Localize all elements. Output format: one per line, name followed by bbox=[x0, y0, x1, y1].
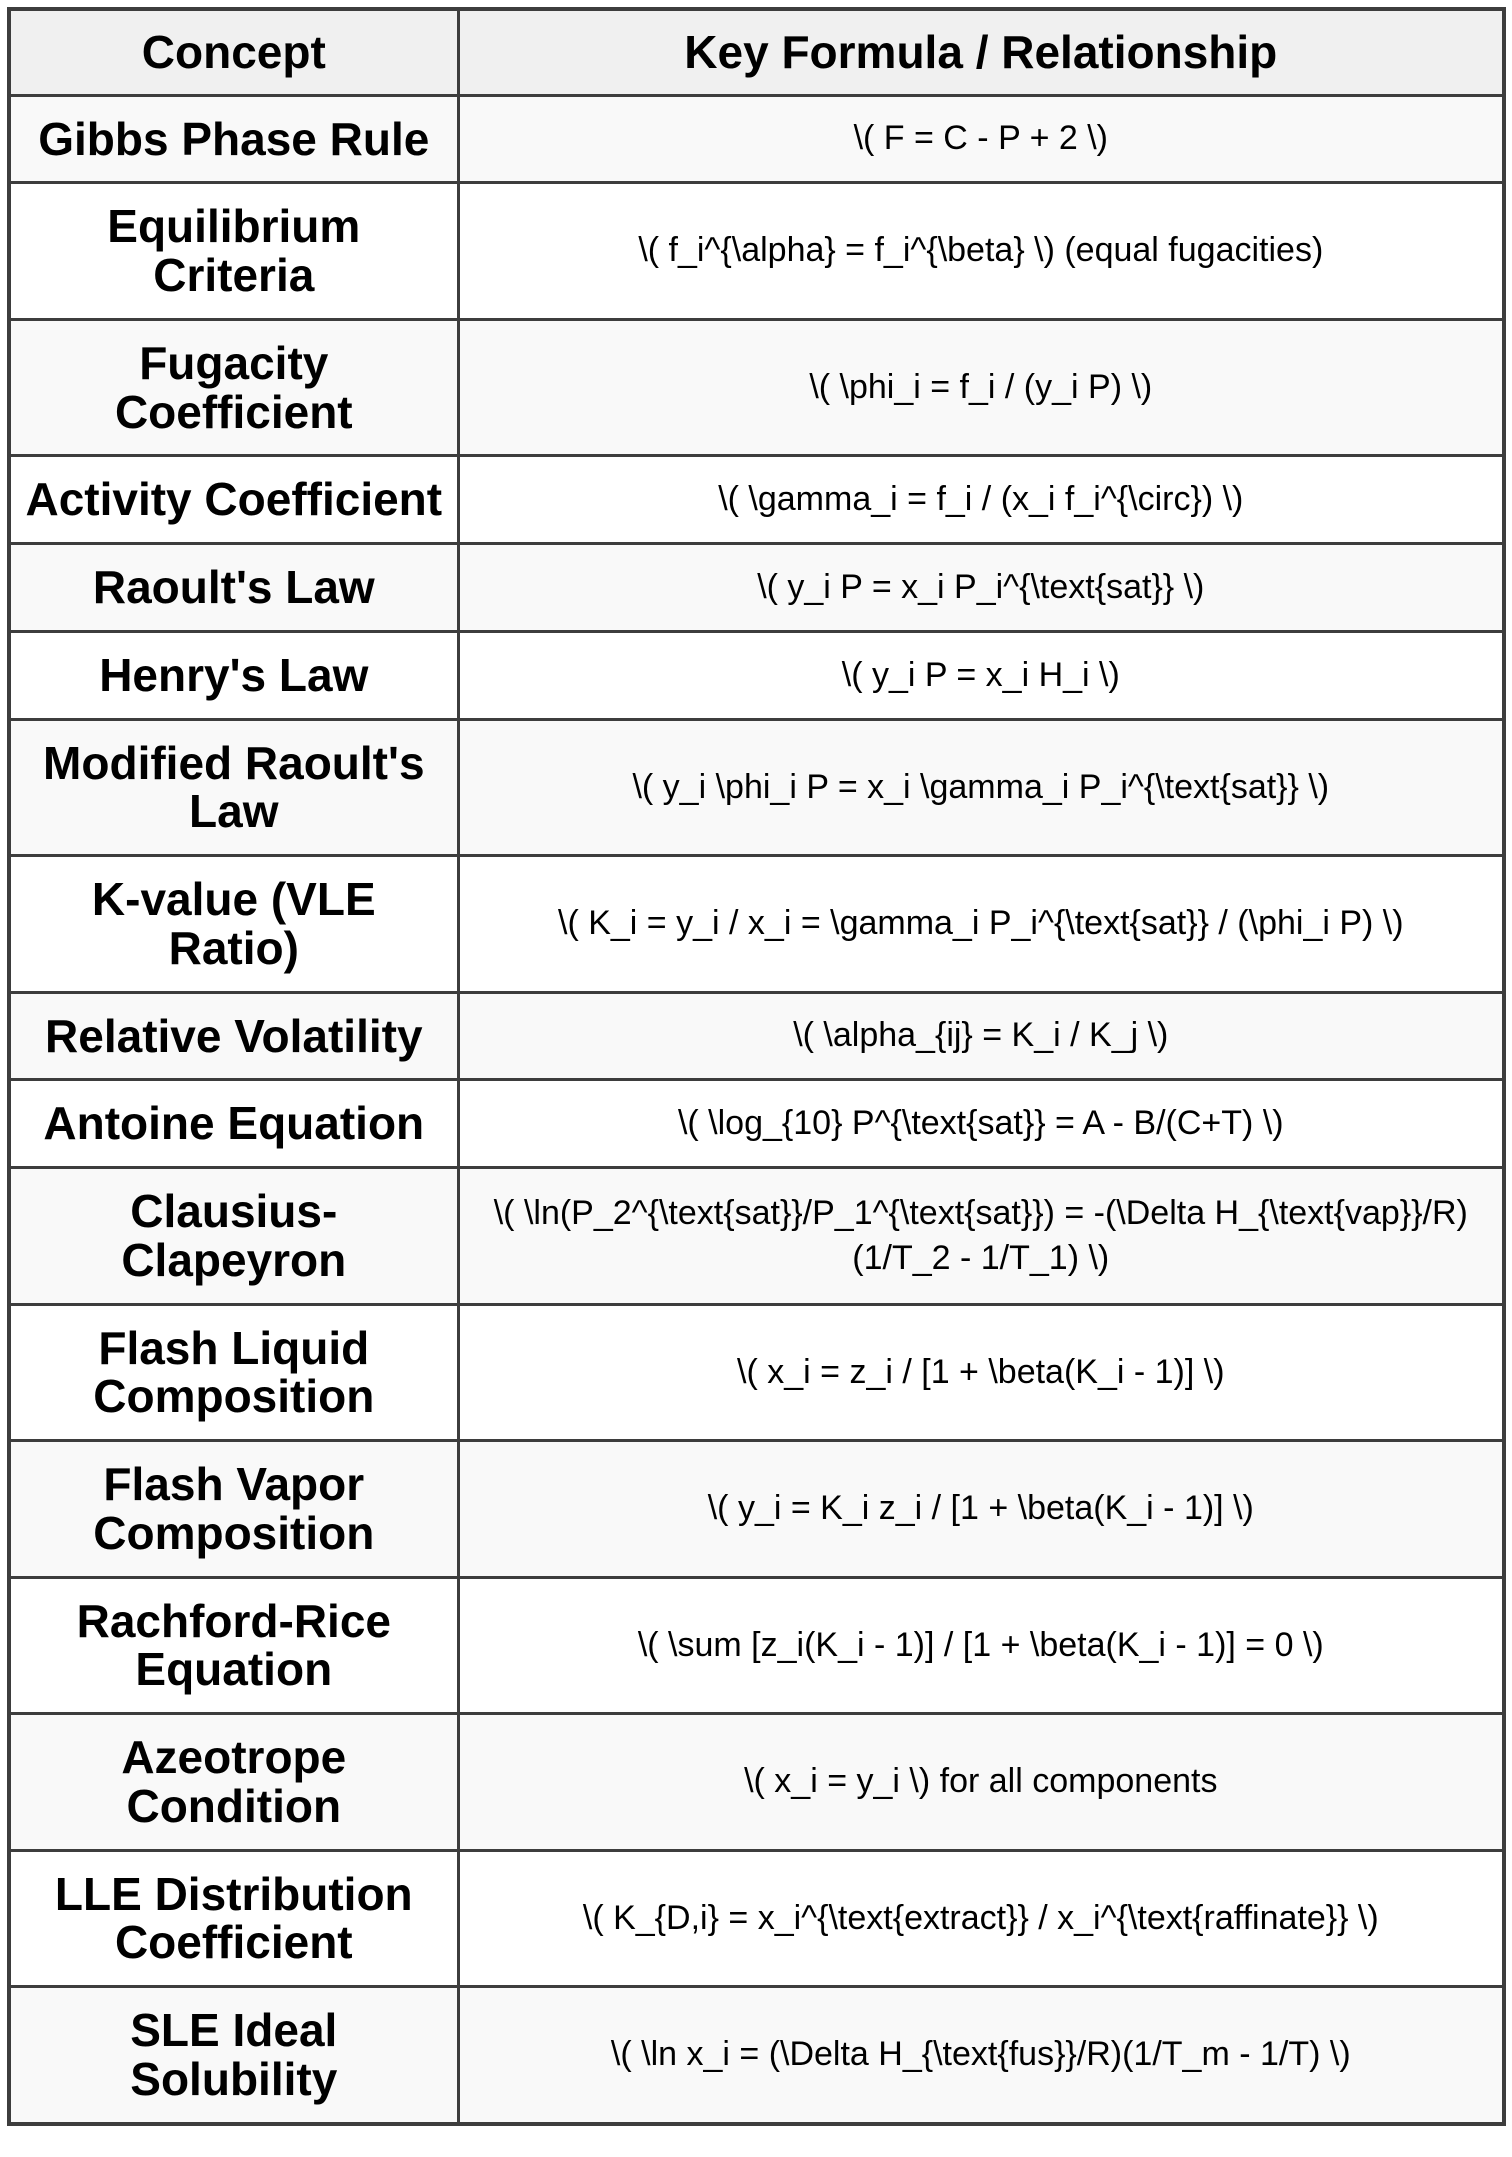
formula-cell: \( f_i^{\alpha} = f_i^{\beta} \) (equal fugacities) bbox=[458, 183, 1504, 320]
concept-cell: Gibbs Phase Rule bbox=[9, 95, 458, 183]
table-row bbox=[9, 1714, 1504, 1851]
concept-cell: Equilibrium Criteria bbox=[9, 183, 458, 320]
formula-cell: \( y_i = K_i z_i / [1 + \beta(K_i - 1)] \) bbox=[458, 1441, 1504, 1578]
table-row bbox=[9, 631, 1504, 719]
concept-cell: Fugacity Coefficient bbox=[9, 319, 458, 456]
concept-cell: Clausius-Clapeyron bbox=[9, 1168, 458, 1305]
formula-cell: \( y_i P = x_i P_i^{\text{sat}} \) bbox=[458, 544, 1504, 632]
concept-cell: Henry's Law bbox=[9, 631, 458, 719]
table-row bbox=[9, 1304, 1504, 1441]
formula-cell: \( K_i = y_i / x_i = \gamma_i P_i^{\text{sat}} / (\phi_i P) \) bbox=[458, 856, 1504, 993]
formula-cell: \( F = C - P + 2 \) bbox=[458, 95, 1504, 183]
formula-cell: \( y_i P = x_i H_i \) bbox=[458, 631, 1504, 719]
table-row bbox=[9, 95, 1504, 183]
concept-cell: Rachford-Rice Equation bbox=[9, 1577, 458, 1714]
table-row bbox=[9, 183, 1504, 320]
formula-cell: \( y_i \phi_i P = x_i \gamma_i P_i^{\text{sat}} \) bbox=[458, 719, 1504, 856]
table-row bbox=[9, 1987, 1504, 2124]
header-row bbox=[9, 9, 1504, 95]
concept-column-header: Concept bbox=[9, 9, 458, 95]
concept-cell: Azeotrope Condition bbox=[9, 1714, 458, 1851]
table-row bbox=[9, 1080, 1504, 1168]
table-row bbox=[9, 719, 1504, 856]
formula-column-header: Key Formula / Relationship bbox=[458, 9, 1504, 95]
table-row bbox=[9, 1850, 1504, 1987]
concept-cell: Activity Coefficient bbox=[9, 456, 458, 544]
formula-cell: \( x_i = z_i / [1 + \beta(K_i - 1)] \) bbox=[458, 1304, 1504, 1441]
formula-cell: \( \sum [z_i(K_i - 1)] / [1 + \beta(K_i - 1)] = 0 \) bbox=[458, 1577, 1504, 1714]
concept-cell: SLE Ideal Solubility bbox=[9, 1987, 458, 2124]
concept-cell: Flash Liquid Composition bbox=[9, 1304, 458, 1441]
formula-cell: \( \phi_i = f_i / (y_i P) \) bbox=[458, 319, 1504, 456]
table-row bbox=[9, 1441, 1504, 1578]
table-row bbox=[9, 1577, 1504, 1714]
table-body bbox=[9, 95, 1504, 2124]
concept-cell: K-value (VLE Ratio) bbox=[9, 856, 458, 993]
formula-reference-table bbox=[7, 7, 1506, 2126]
table-row bbox=[9, 1168, 1504, 1305]
formula-cell: \( K_{D,i} = x_i^{\text{extract}} / x_i^{\text{raffinate}} \) bbox=[458, 1850, 1504, 1987]
formula-cell: \( \alpha_{ij} = K_i / K_j \) bbox=[458, 992, 1504, 1080]
concept-cell: LLE Distribution Coefficient bbox=[9, 1850, 458, 1987]
table-header bbox=[9, 9, 1504, 95]
formula-cell: \( \ln x_i = (\Delta H_{\text{fus}}/R)(1/T_m - 1/T) \) bbox=[458, 1987, 1504, 2124]
table-row bbox=[9, 544, 1504, 632]
formula-cell: \( x_i = y_i \) for all components bbox=[458, 1714, 1504, 1851]
table-row bbox=[9, 856, 1504, 993]
concept-cell: Modified Raoult's Law bbox=[9, 719, 458, 856]
table-row bbox=[9, 992, 1504, 1080]
formula-cell: \( \ln(P_2^{\text{sat}}/P_1^{\text{sat}}) = -(\Delta H_{\text{vap}}/R)(1/T_2 - 1/T_1) \) bbox=[458, 1168, 1504, 1305]
table-row bbox=[9, 319, 1504, 456]
concept-cell: Relative Volatility bbox=[9, 992, 458, 1080]
formula-cell: \( \log_{10} P^{\text{sat}} = A - B/(C+T) \) bbox=[458, 1080, 1504, 1168]
formula-cell: \( \gamma_i = f_i / (x_i f_i^{\circ}) \) bbox=[458, 456, 1504, 544]
concept-cell: Flash Vapor Composition bbox=[9, 1441, 458, 1578]
table-row bbox=[9, 456, 1504, 544]
concept-cell: Antoine Equation bbox=[9, 1080, 458, 1168]
concept-cell: Raoult's Law bbox=[9, 544, 458, 632]
